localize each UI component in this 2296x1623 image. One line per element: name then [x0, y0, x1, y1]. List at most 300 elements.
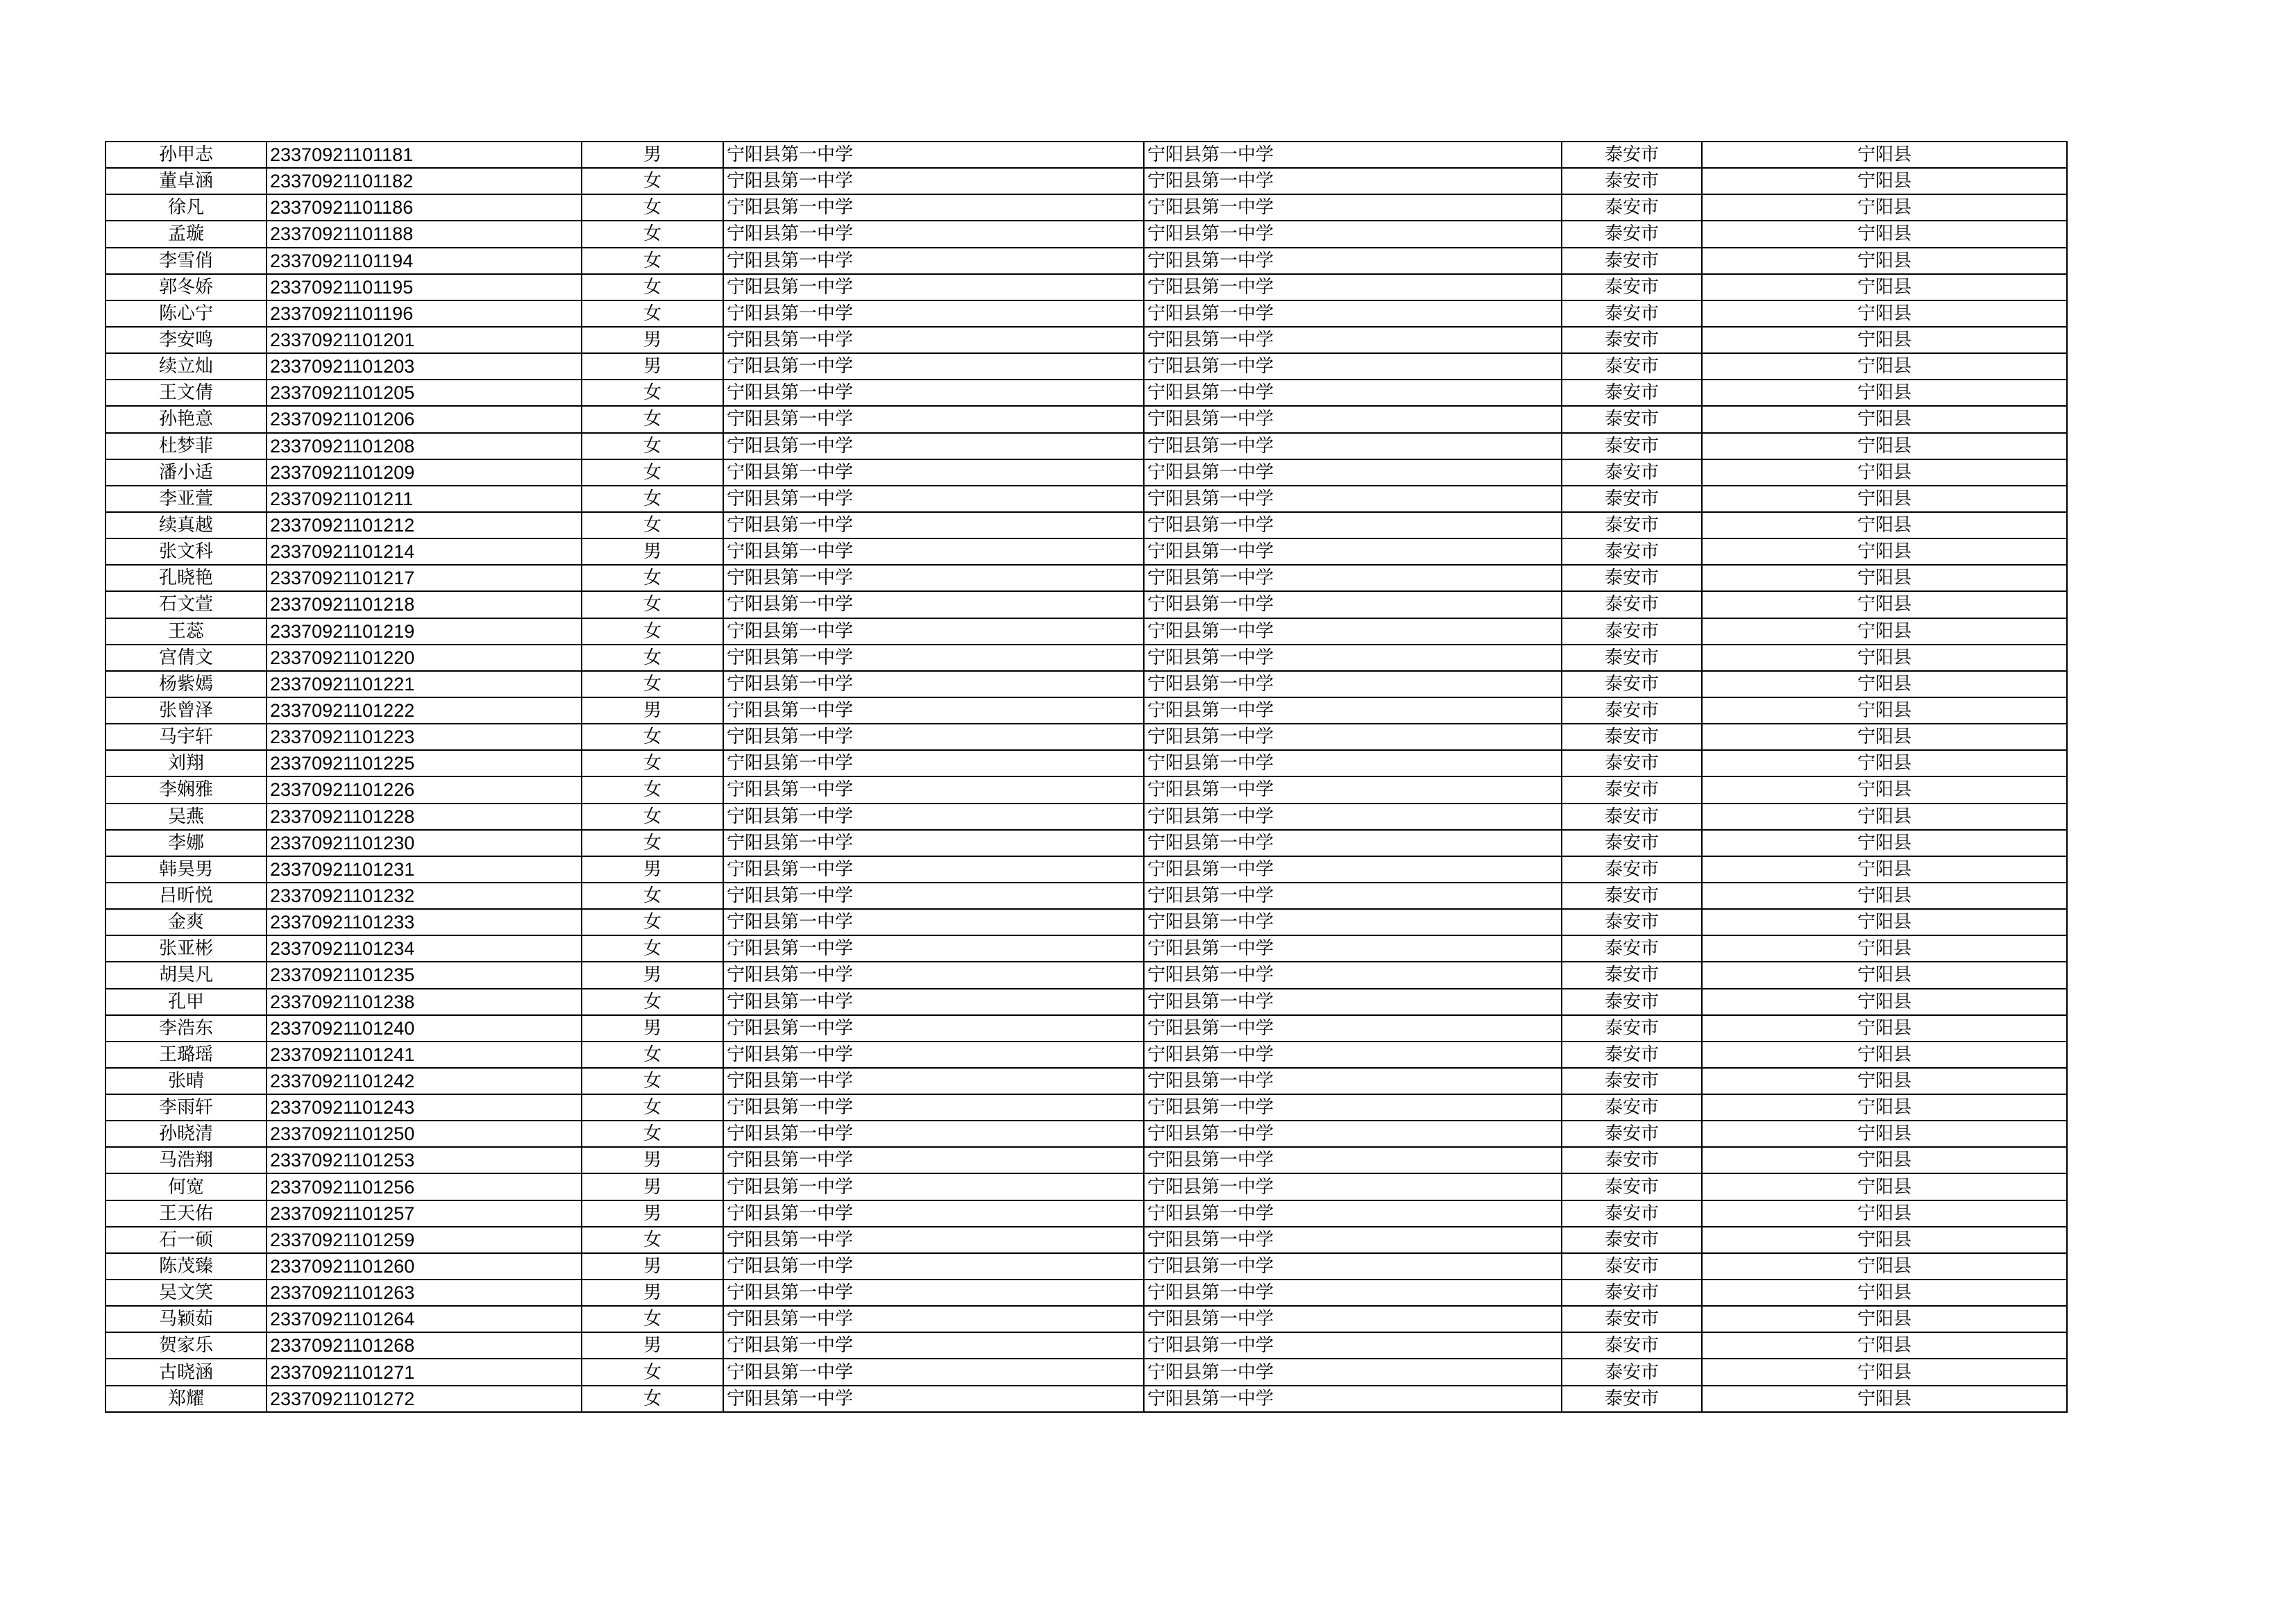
city-cell: 泰安市 [1562, 591, 1702, 618]
school-cell: 宁阳县第一中学 [723, 830, 1144, 856]
school-cell: 宁阳县第一中学 [723, 909, 1144, 935]
exam-id-cell: 23370921101201 [267, 327, 582, 353]
city-cell: 泰安市 [1562, 300, 1702, 327]
school-cell: 宁阳县第一中学 [723, 1253, 1144, 1280]
exam-id-cell: 23370921101186 [267, 194, 582, 221]
table-row [105, 142, 2067, 168]
gender-cell: 女 [582, 935, 723, 962]
exam-id-cell: 23370921101233 [267, 909, 582, 935]
city-cell: 泰安市 [1562, 776, 1702, 803]
exam-id-cell: 23370921101208 [267, 433, 582, 459]
exam-site-cell: 宁阳县第一中学 [1144, 830, 1562, 856]
gender-cell: 女 [582, 221, 723, 247]
name-cell: 续立灿 [105, 353, 267, 380]
city-cell: 泰安市 [1562, 989, 1702, 1015]
exam-site-cell: 宁阳县第一中学 [1144, 591, 1562, 618]
name-cell: 陈茂臻 [105, 1253, 267, 1280]
city-cell: 泰安市 [1562, 274, 1702, 300]
school-cell: 宁阳县第一中学 [723, 776, 1144, 803]
gender-cell: 女 [582, 883, 723, 909]
city-cell: 泰安市 [1562, 1068, 1702, 1094]
gender-cell: 女 [582, 1094, 723, 1121]
table-row [105, 486, 2067, 512]
table-row [105, 1359, 2067, 1385]
gender-cell: 男 [582, 142, 723, 168]
school-cell: 宁阳县第一中学 [723, 512, 1144, 538]
exam-site-cell: 宁阳县第一中学 [1144, 1359, 1562, 1385]
name-cell: 王文倩 [105, 380, 267, 406]
gender-cell: 女 [582, 989, 723, 1015]
name-cell: 吕昕悦 [105, 883, 267, 909]
city-cell: 泰安市 [1562, 830, 1702, 856]
exam-id-cell: 23370921101260 [267, 1253, 582, 1280]
gender-cell: 女 [582, 512, 723, 538]
county-cell: 宁阳县 [1702, 274, 2067, 300]
city-cell: 泰安市 [1562, 194, 1702, 221]
table-row [105, 724, 2067, 750]
exam-id-cell: 23370921101206 [267, 406, 582, 432]
city-cell: 泰安市 [1562, 433, 1702, 459]
table-row [105, 1042, 2067, 1068]
table-row [105, 856, 2067, 883]
exam-site-cell: 宁阳县第一中学 [1144, 1173, 1562, 1200]
table-row [105, 1094, 2067, 1121]
city-cell: 泰安市 [1562, 724, 1702, 750]
exam-id-cell: 23370921101218 [267, 591, 582, 618]
name-cell: 杨紫嫣 [105, 671, 267, 697]
gender-cell: 女 [582, 274, 723, 300]
exam-id-cell: 23370921101194 [267, 248, 582, 274]
exam-id-cell: 23370921101222 [267, 697, 582, 724]
exam-site-cell: 宁阳县第一中学 [1144, 1253, 1562, 1280]
table-row [105, 591, 2067, 618]
gender-cell: 男 [582, 1332, 723, 1359]
gender-cell: 女 [582, 591, 723, 618]
exam-site-cell: 宁阳县第一中学 [1144, 724, 1562, 750]
table-row [105, 538, 2067, 565]
school-cell: 宁阳县第一中学 [723, 1042, 1144, 1068]
exam-site-cell: 宁阳县第一中学 [1144, 989, 1562, 1015]
table-row [105, 645, 2067, 671]
name-cell: 韩昊男 [105, 856, 267, 883]
county-cell: 宁阳县 [1702, 512, 2067, 538]
county-cell: 宁阳县 [1702, 1094, 2067, 1121]
gender-cell: 女 [582, 248, 723, 274]
gender-cell: 女 [582, 645, 723, 671]
table-row [105, 697, 2067, 724]
school-cell: 宁阳县第一中学 [723, 724, 1144, 750]
table-row [105, 459, 2067, 486]
county-cell: 宁阳县 [1702, 248, 2067, 274]
school-cell: 宁阳县第一中学 [723, 1227, 1144, 1253]
name-cell: 张亚彬 [105, 935, 267, 962]
exam-site-cell: 宁阳县第一中学 [1144, 565, 1562, 591]
school-cell: 宁阳县第一中学 [723, 989, 1144, 1015]
table-row [105, 194, 2067, 221]
exam-site-cell: 宁阳县第一中学 [1144, 406, 1562, 432]
table-row [105, 618, 2067, 645]
school-cell: 宁阳县第一中学 [723, 142, 1144, 168]
city-cell: 泰安市 [1562, 538, 1702, 565]
city-cell: 泰安市 [1562, 883, 1702, 909]
table-row [105, 671, 2067, 697]
exam-site-cell: 宁阳县第一中学 [1144, 486, 1562, 512]
table-row [105, 1280, 2067, 1306]
exam-id-cell: 23370921101188 [267, 221, 582, 247]
name-cell: 张文科 [105, 538, 267, 565]
exam-site-cell: 宁阳县第一中学 [1144, 1015, 1562, 1042]
table-row [105, 1200, 2067, 1227]
gender-cell: 女 [582, 1227, 723, 1253]
name-cell: 孙艳意 [105, 406, 267, 432]
exam-id-cell: 23370921101221 [267, 671, 582, 697]
city-cell: 泰安市 [1562, 327, 1702, 353]
school-cell: 宁阳县第一中学 [723, 1173, 1144, 1200]
name-cell: 张晴 [105, 1068, 267, 1094]
name-cell: 张曾泽 [105, 697, 267, 724]
gender-cell: 女 [582, 1121, 723, 1147]
county-cell: 宁阳县 [1702, 1147, 2067, 1173]
school-cell: 宁阳县第一中学 [723, 962, 1144, 988]
county-cell: 宁阳县 [1702, 1332, 2067, 1359]
name-cell: 吴燕 [105, 804, 267, 830]
name-cell: 李浩东 [105, 1015, 267, 1042]
exam-site-cell: 宁阳县第一中学 [1144, 750, 1562, 776]
county-cell: 宁阳县 [1702, 327, 2067, 353]
county-cell: 宁阳县 [1702, 459, 2067, 486]
table-row [105, 1227, 2067, 1253]
school-cell: 宁阳县第一中学 [723, 1121, 1144, 1147]
city-cell: 泰安市 [1562, 486, 1702, 512]
school-cell: 宁阳县第一中学 [723, 1306, 1144, 1332]
name-cell: 孟璇 [105, 221, 267, 247]
exam-id-cell: 23370921101271 [267, 1359, 582, 1385]
table-row [105, 353, 2067, 380]
table-row [105, 804, 2067, 830]
name-cell: 马宇轩 [105, 724, 267, 750]
city-cell: 泰安市 [1562, 671, 1702, 697]
gender-cell: 女 [582, 486, 723, 512]
school-cell: 宁阳县第一中学 [723, 697, 1144, 724]
city-cell: 泰安市 [1562, 645, 1702, 671]
school-cell: 宁阳县第一中学 [723, 1386, 1144, 1412]
city-cell: 泰安市 [1562, 935, 1702, 962]
exam-id-cell: 23370921101225 [267, 750, 582, 776]
school-cell: 宁阳县第一中学 [723, 538, 1144, 565]
school-cell: 宁阳县第一中学 [723, 1359, 1144, 1385]
exam-id-cell: 23370921101181 [267, 142, 582, 168]
name-cell: 徐凡 [105, 194, 267, 221]
exam-id-cell: 23370921101209 [267, 459, 582, 486]
school-cell: 宁阳县第一中学 [723, 486, 1144, 512]
exam-site-cell: 宁阳县第一中学 [1144, 1094, 1562, 1121]
table-row [105, 776, 2067, 803]
table-row [105, 406, 2067, 432]
table-row [105, 935, 2067, 962]
school-cell: 宁阳县第一中学 [723, 274, 1144, 300]
gender-cell: 女 [582, 671, 723, 697]
city-cell: 泰安市 [1562, 353, 1702, 380]
exam-site-cell: 宁阳县第一中学 [1144, 459, 1562, 486]
gender-cell: 女 [582, 300, 723, 327]
exam-site-cell: 宁阳县第一中学 [1144, 962, 1562, 988]
county-cell: 宁阳县 [1702, 671, 2067, 697]
table-row [105, 1253, 2067, 1280]
county-cell: 宁阳县 [1702, 804, 2067, 830]
city-cell: 泰安市 [1562, 512, 1702, 538]
gender-cell: 女 [582, 565, 723, 591]
county-cell: 宁阳县 [1702, 909, 2067, 935]
city-cell: 泰安市 [1562, 221, 1702, 247]
gender-cell: 男 [582, 697, 723, 724]
name-cell: 古晓涵 [105, 1359, 267, 1385]
gender-cell: 女 [582, 433, 723, 459]
county-cell: 宁阳县 [1702, 1068, 2067, 1094]
exam-id-cell: 23370921101238 [267, 989, 582, 1015]
county-cell: 宁阳县 [1702, 591, 2067, 618]
county-cell: 宁阳县 [1702, 142, 2067, 168]
city-cell: 泰安市 [1562, 962, 1702, 988]
exam-id-cell: 23370921101203 [267, 353, 582, 380]
name-cell: 李雨轩 [105, 1094, 267, 1121]
name-cell: 孔晓艳 [105, 565, 267, 591]
gender-cell: 男 [582, 1173, 723, 1200]
name-cell: 金爽 [105, 909, 267, 935]
city-cell: 泰安市 [1562, 1227, 1702, 1253]
gender-cell: 女 [582, 909, 723, 935]
county-cell: 宁阳县 [1702, 1280, 2067, 1306]
county-cell: 宁阳县 [1702, 565, 2067, 591]
city-cell: 泰安市 [1562, 1332, 1702, 1359]
exam-id-cell: 23370921101231 [267, 856, 582, 883]
exam-site-cell: 宁阳县第一中学 [1144, 804, 1562, 830]
exam-site-cell: 宁阳县第一中学 [1144, 697, 1562, 724]
city-cell: 泰安市 [1562, 618, 1702, 645]
city-cell: 泰安市 [1562, 1200, 1702, 1227]
city-cell: 泰安市 [1562, 1306, 1702, 1332]
city-cell: 泰安市 [1562, 1042, 1702, 1068]
exam-id-cell: 23370921101242 [267, 1068, 582, 1094]
exam-id-cell: 23370921101235 [267, 962, 582, 988]
school-cell: 宁阳县第一中学 [723, 1068, 1144, 1094]
exam-id-cell: 23370921101253 [267, 1147, 582, 1173]
name-cell: 刘翔 [105, 750, 267, 776]
city-cell: 泰安市 [1562, 1386, 1702, 1412]
name-cell: 贺家乐 [105, 1332, 267, 1359]
city-cell: 泰安市 [1562, 565, 1702, 591]
table-row [105, 962, 2067, 988]
exam-id-cell: 23370921101241 [267, 1042, 582, 1068]
school-cell: 宁阳县第一中学 [723, 459, 1144, 486]
table-row [105, 1306, 2067, 1332]
name-cell: 孙晓清 [105, 1121, 267, 1147]
exam-id-cell: 23370921101211 [267, 486, 582, 512]
gender-cell: 男 [582, 856, 723, 883]
exam-site-cell: 宁阳县第一中学 [1144, 1200, 1562, 1227]
gender-cell: 男 [582, 1147, 723, 1173]
exam-site-cell: 宁阳县第一中学 [1144, 1332, 1562, 1359]
exam-id-cell: 23370921101196 [267, 300, 582, 327]
school-cell: 宁阳县第一中学 [723, 750, 1144, 776]
exam-id-cell: 23370921101243 [267, 1094, 582, 1121]
school-cell: 宁阳县第一中学 [723, 1094, 1144, 1121]
exam-id-cell: 23370921101264 [267, 1306, 582, 1332]
county-cell: 宁阳县 [1702, 1121, 2067, 1147]
gender-cell: 男 [582, 538, 723, 565]
table-row [105, 221, 2067, 247]
county-cell: 宁阳县 [1702, 1200, 2067, 1227]
school-cell: 宁阳县第一中学 [723, 327, 1144, 353]
exam-id-cell: 23370921101228 [267, 804, 582, 830]
name-cell: 郭冬娇 [105, 274, 267, 300]
name-cell: 王璐瑶 [105, 1042, 267, 1068]
exam-id-cell: 23370921101217 [267, 565, 582, 591]
exam-site-cell: 宁阳县第一中学 [1144, 380, 1562, 406]
school-cell: 宁阳县第一中学 [723, 1280, 1144, 1306]
exam-id-cell: 23370921101220 [267, 645, 582, 671]
exam-site-cell: 宁阳县第一中学 [1144, 274, 1562, 300]
exam-site-cell: 宁阳县第一中学 [1144, 856, 1562, 883]
county-cell: 宁阳县 [1702, 618, 2067, 645]
school-cell: 宁阳县第一中学 [723, 671, 1144, 697]
city-cell: 泰安市 [1562, 1253, 1702, 1280]
city-cell: 泰安市 [1562, 1359, 1702, 1385]
name-cell: 续真越 [105, 512, 267, 538]
exam-id-cell: 23370921101182 [267, 168, 582, 194]
exam-site-cell: 宁阳县第一中学 [1144, 538, 1562, 565]
city-cell: 泰安市 [1562, 856, 1702, 883]
name-cell: 王蕊 [105, 618, 267, 645]
city-cell: 泰安市 [1562, 697, 1702, 724]
county-cell: 宁阳县 [1702, 989, 2067, 1015]
name-cell: 孙甲志 [105, 142, 267, 168]
county-cell: 宁阳县 [1702, 1359, 2067, 1385]
name-cell: 李亚萱 [105, 486, 267, 512]
school-cell: 宁阳县第一中学 [723, 1332, 1144, 1359]
name-cell: 李安鸣 [105, 327, 267, 353]
table-row [105, 274, 2067, 300]
county-cell: 宁阳县 [1702, 935, 2067, 962]
city-cell: 泰安市 [1562, 380, 1702, 406]
county-cell: 宁阳县 [1702, 168, 2067, 194]
gender-cell: 女 [582, 194, 723, 221]
gender-cell: 女 [582, 459, 723, 486]
exam-site-cell: 宁阳县第一中学 [1144, 512, 1562, 538]
table-row [105, 1015, 2067, 1042]
city-cell: 泰安市 [1562, 1147, 1702, 1173]
exam-site-cell: 宁阳县第一中学 [1144, 1121, 1562, 1147]
gender-cell: 女 [582, 380, 723, 406]
school-cell: 宁阳县第一中学 [723, 1015, 1144, 1042]
name-cell: 马浩翔 [105, 1147, 267, 1173]
county-cell: 宁阳县 [1702, 1042, 2067, 1068]
name-cell: 马颖茹 [105, 1306, 267, 1332]
school-cell: 宁阳县第一中学 [723, 645, 1144, 671]
exam-site-cell: 宁阳县第一中学 [1144, 1306, 1562, 1332]
exam-site-cell: 宁阳县第一中学 [1144, 1042, 1562, 1068]
county-cell: 宁阳县 [1702, 300, 2067, 327]
county-cell: 宁阳县 [1702, 962, 2067, 988]
name-cell: 何宽 [105, 1173, 267, 1200]
gender-cell: 女 [582, 750, 723, 776]
gender-cell: 男 [582, 1280, 723, 1306]
exam-site-cell: 宁阳县第一中学 [1144, 300, 1562, 327]
county-cell: 宁阳县 [1702, 433, 2067, 459]
table-row [105, 1068, 2067, 1094]
gender-cell: 女 [582, 168, 723, 194]
exam-id-cell: 23370921101214 [267, 538, 582, 565]
city-cell: 泰安市 [1562, 750, 1702, 776]
county-cell: 宁阳县 [1702, 406, 2067, 432]
exam-id-cell: 23370921101195 [267, 274, 582, 300]
city-cell: 泰安市 [1562, 142, 1702, 168]
school-cell: 宁阳县第一中学 [723, 883, 1144, 909]
city-cell: 泰安市 [1562, 406, 1702, 432]
roster-table [105, 141, 2068, 1413]
table-row [105, 433, 2067, 459]
school-cell: 宁阳县第一中学 [723, 935, 1144, 962]
name-cell: 李雪俏 [105, 248, 267, 274]
city-cell: 泰安市 [1562, 1121, 1702, 1147]
school-cell: 宁阳县第一中学 [723, 618, 1144, 645]
exam-site-cell: 宁阳县第一中学 [1144, 1227, 1562, 1253]
exam-site-cell: 宁阳县第一中学 [1144, 776, 1562, 803]
county-cell: 宁阳县 [1702, 830, 2067, 856]
county-cell: 宁阳县 [1702, 645, 2067, 671]
city-cell: 泰安市 [1562, 248, 1702, 274]
name-cell: 吴文笑 [105, 1280, 267, 1306]
city-cell: 泰安市 [1562, 1094, 1702, 1121]
exam-id-cell: 23370921101240 [267, 1015, 582, 1042]
exam-site-cell: 宁阳县第一中学 [1144, 1386, 1562, 1412]
school-cell: 宁阳县第一中学 [723, 300, 1144, 327]
name-cell: 孔甲 [105, 989, 267, 1015]
school-cell: 宁阳县第一中学 [723, 856, 1144, 883]
gender-cell: 女 [582, 1386, 723, 1412]
gender-cell: 男 [582, 1200, 723, 1227]
exam-site-cell: 宁阳县第一中学 [1144, 909, 1562, 935]
table-row [105, 380, 2067, 406]
exam-site-cell: 宁阳县第一中学 [1144, 433, 1562, 459]
table-row [105, 989, 2067, 1015]
name-cell: 郑耀 [105, 1386, 267, 1412]
exam-site-cell: 宁阳县第一中学 [1144, 1147, 1562, 1173]
county-cell: 宁阳县 [1702, 1173, 2067, 1200]
exam-id-cell: 23370921101268 [267, 1332, 582, 1359]
exam-id-cell: 23370921101256 [267, 1173, 582, 1200]
city-cell: 泰安市 [1562, 909, 1702, 935]
gender-cell: 女 [582, 406, 723, 432]
exam-id-cell: 23370921101230 [267, 830, 582, 856]
school-cell: 宁阳县第一中学 [723, 168, 1144, 194]
county-cell: 宁阳县 [1702, 1386, 2067, 1412]
exam-site-cell: 宁阳县第一中学 [1144, 142, 1562, 168]
name-cell: 李娜 [105, 830, 267, 856]
school-cell: 宁阳县第一中学 [723, 1147, 1144, 1173]
county-cell: 宁阳县 [1702, 1306, 2067, 1332]
gender-cell: 女 [582, 724, 723, 750]
exam-id-cell: 23370921101259 [267, 1227, 582, 1253]
county-cell: 宁阳县 [1702, 538, 2067, 565]
school-cell: 宁阳县第一中学 [723, 804, 1144, 830]
gender-cell: 女 [582, 1042, 723, 1068]
gender-cell: 女 [582, 830, 723, 856]
exam-id-cell: 23370921101263 [267, 1280, 582, 1306]
exam-id-cell: 23370921101234 [267, 935, 582, 962]
name-cell: 石文萱 [105, 591, 267, 618]
table-row [105, 883, 2067, 909]
exam-site-cell: 宁阳县第一中学 [1144, 353, 1562, 380]
